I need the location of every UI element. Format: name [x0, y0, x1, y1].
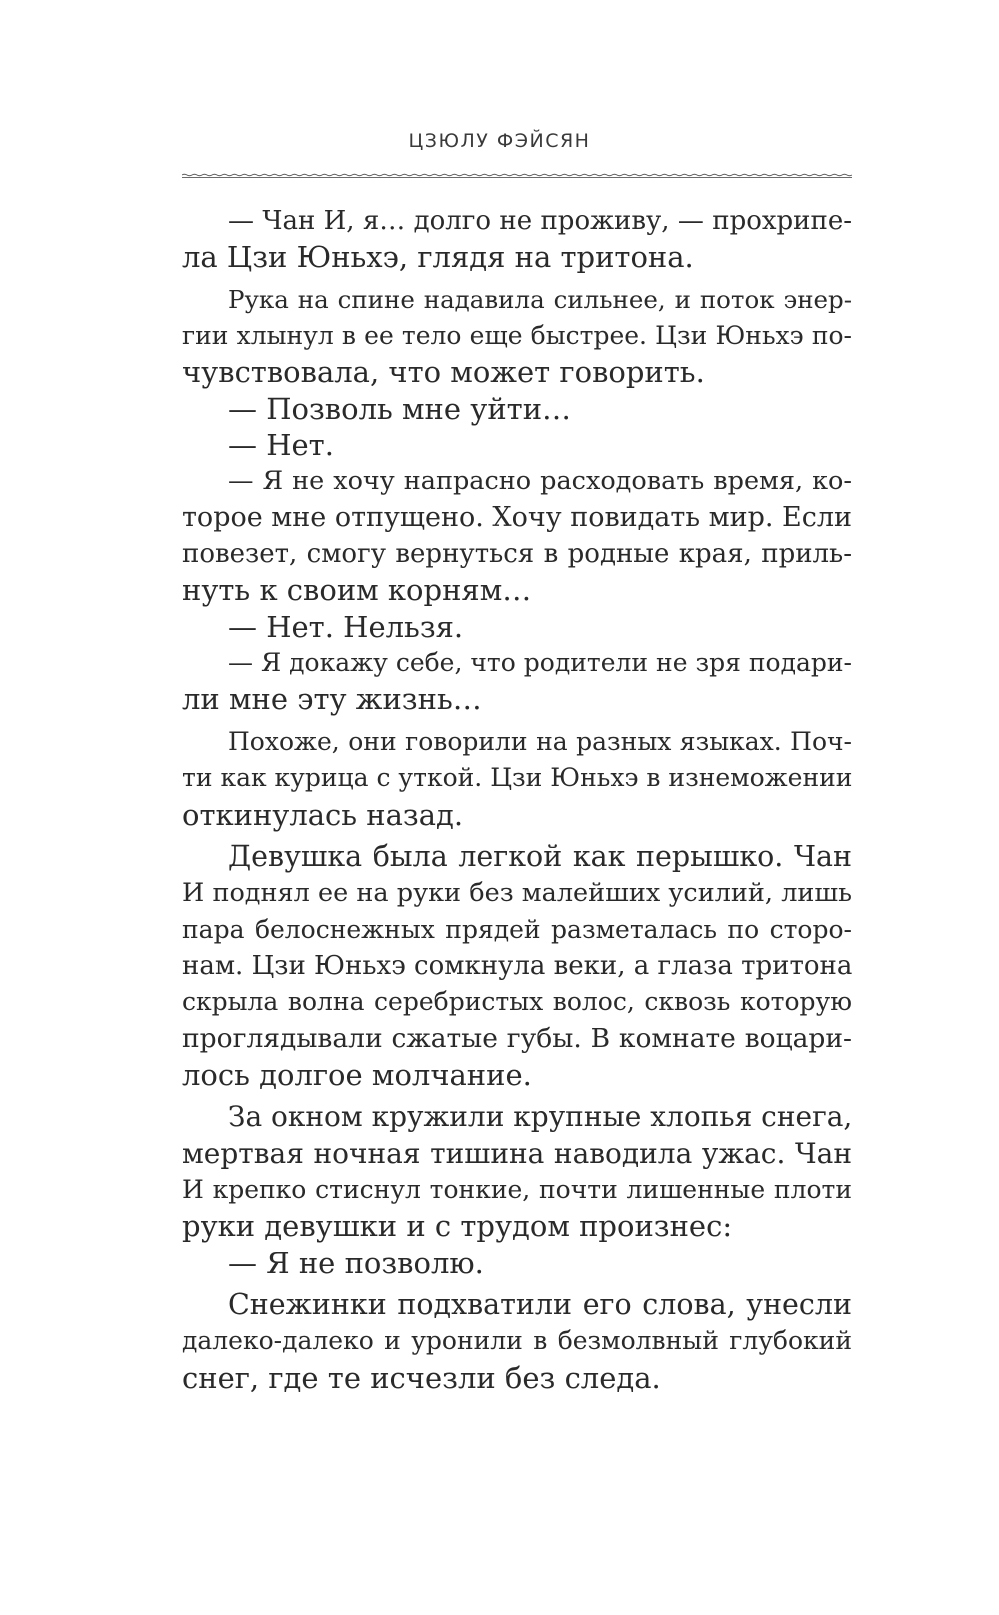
text-line: — Я не хочу напрасно расходовать время, ко- [228, 466, 852, 497]
text-line: Снежинки подхватили его слова, унесли [228, 1287, 852, 1321]
text-line: проглядывали сжатые губы. В комнате воцари- [182, 1022, 852, 1054]
text-line: нам. Цзи Юньхэ сомкнула веки, а глаза тритона [182, 950, 852, 981]
text-line: ти как курица с уткой. Цзи Юньхэ в изнеможении [182, 763, 852, 793]
body-text [182, 203, 852, 1396]
text-line: — Позволь мне уйти… [228, 391, 572, 426]
text-line: далеко-далеко и уронили в безмолвный глубокий [182, 1326, 852, 1356]
text-line: руки девушки и с трудом произнес: [182, 1209, 733, 1244]
text-line: гии хлынул в ее тело еще быстрее. Цзи Юньхэ по- [182, 321, 852, 351]
text-line: Похоже, они говорили на разных языках. Поч- [228, 726, 852, 756]
text-line: За окном кружили крупные хлопья снега, [228, 1100, 852, 1134]
text-line: откинулась назад. [182, 797, 464, 832]
text-line: — Я докажу себе, что родители не зря подари- [228, 648, 852, 678]
text-line: Девушка была легкой как перышко. Чан [228, 839, 852, 873]
text-line: И поднял ее на руки без малейших усилий, лишь [182, 878, 852, 909]
text-line: — Я не позволю. [228, 1245, 484, 1280]
header-rule [182, 173, 852, 179]
text-line: скрыла волна серебристых волос, сквозь которую [182, 987, 852, 1017]
text-line: лось долгое молчание. [182, 1057, 532, 1092]
text-line: пара белоснежных прядей разметалась по сторо- [182, 914, 852, 944]
text-line: Рука на спине надавила сильнее, и поток энер- [228, 284, 852, 314]
text-line: ла Цзи Юньхэ, глядя на тритона. [182, 240, 694, 275]
text-line: снег, где те исчезли без следа. [182, 1360, 661, 1395]
text-line: мертвая ночная тишина наводила ужас. Чан [182, 1136, 852, 1170]
running-header: ЦЗЮЛУ ФЭЙСЯН [408, 130, 591, 152]
text-line: — Нет. Нельзя. [228, 609, 464, 644]
text-line: И крепко стиснул тонкие, почти лишенные плоти [182, 1174, 852, 1204]
text-line: повезет, смогу вернуться в родные края, приль- [182, 539, 852, 570]
text-line: — Чан И, я… долго не проживу, — прохрипе- [228, 206, 852, 236]
text-line: нуть к своим корням… [182, 573, 532, 608]
text-line: ли мне эту жизнь… [182, 682, 482, 717]
text-line: чувствовала, что может говорить. [182, 355, 705, 390]
text-line: торое мне отпущено. Хочу повидать мир. Если [182, 501, 852, 533]
text-line: — Нет. [228, 428, 334, 463]
